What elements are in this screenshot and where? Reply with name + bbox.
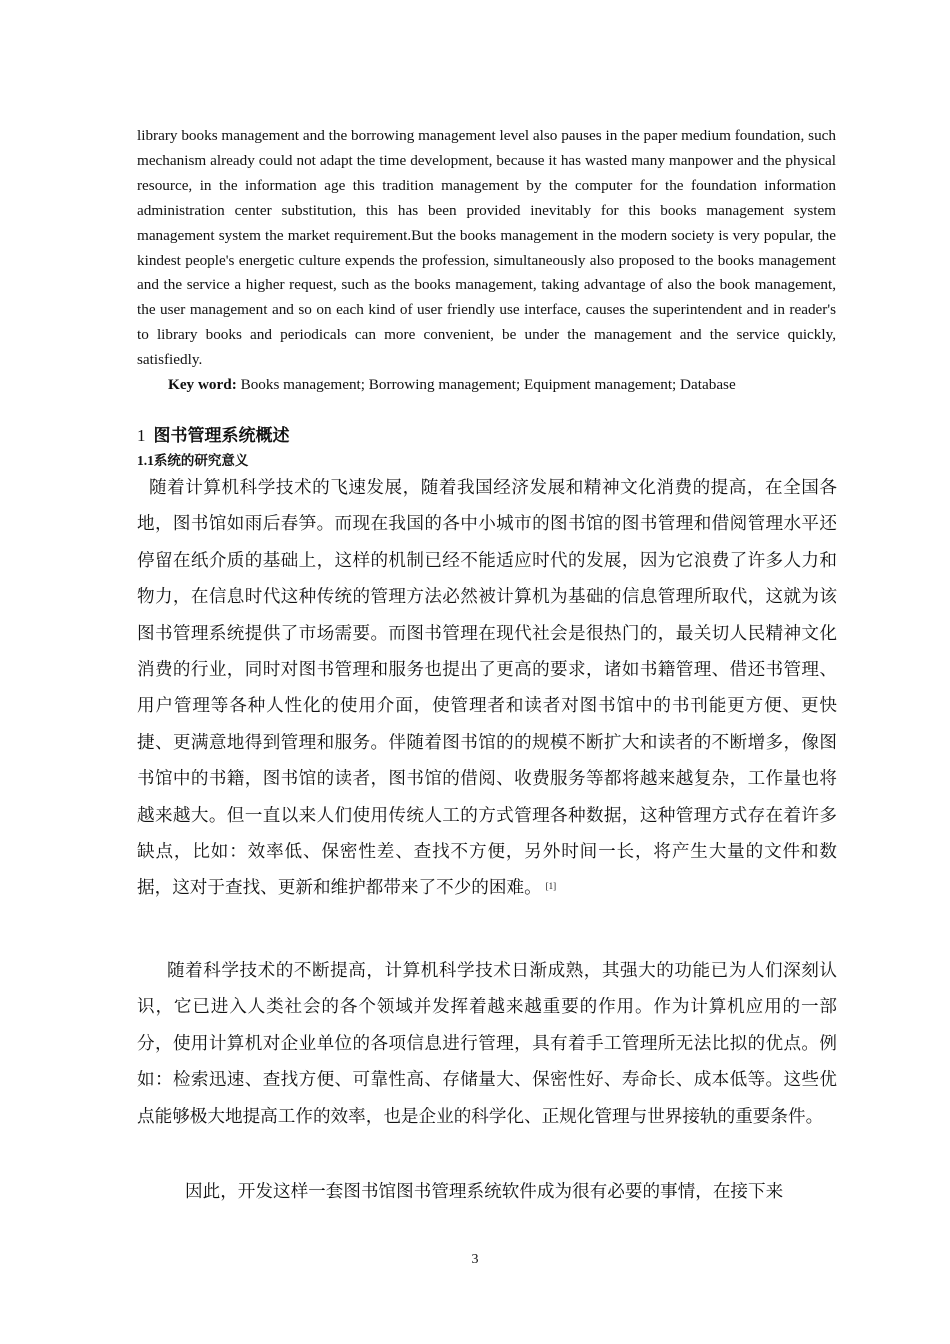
section-title: 图书管理系统概述: [153, 426, 290, 446]
keyword-line: [168, 373, 838, 397]
body-paragraph-1: [137, 470, 837, 907]
citation-reference: [1]: [545, 881, 557, 892]
body-paragraph-3: 因此，开发这样一套图书馆图书管理系统软件成为很有必要的事情，在接下来: [185, 1182, 784, 1202]
subsection-title: 系统的研究意义: [153, 453, 249, 469]
body-paragraph-1-text: 随着计算机科学技术的飞速发展，随着我国经济发展和精神文化消费的提高，在全国各地，图书馆如雨后春笋。而现在我国的各中小城市的图书馆的图书管理和借阅管理水平还停留在纸介质的基础上，这样的机制已经不能适应时代的发展，因为它浪费了许多人力和物力，在信息时代这种传统的管理方法必然被计算机为基础的信息管理所取代，这就为该图书管理系统提供了市场需要。而图书管理在现代社会是很热门的，最关切人民精神文化消费的行业，同时对图书管理和服务也提出了更高的要求，诸如书籍管理、借还书管理、用户管理等各种人性化的使用介面，使管理者和读者对图书馆中的书刊能更方便、更快捷、更满意地得到管理和服务。伴随着图书馆的的规模不断扩大和读者的不断增多，像图书馆中的书籍，图书馆的读者，图书馆的借阅、收费服务等都将越来越复杂，工作量也将越来越大。但一直以来人们使用传统人工的方式管理各种数据，这种管理方式存在着许多缺点，比如：效率低、保密性差、查找不方便，另外时间一长，将产生大量的文件和数据，这对于查找、更新和维护都带来了不少的困难。: [137, 478, 837, 899]
subsection-number: 1.1: [137, 453, 154, 468]
body-paragraph-2: 随着科学技术的不断提高，计算机科学技术日渐成熟，其强大的功能已为人们深刻认识，它已进入人类社会的各个领域并发挥着越来越重要的作用。作为计算机应用的一部分，使用计算机对企业单位的各项信息进行管理，具有着手工管理所无法比拟的优点。例如：检索迅速、查找方便、可靠性高、存储量大、保密性好、寿命长、成本低等。这些优点能够极大地提高工作的效率，也是企业的科学化、正规化管理与世界接轨的重要条件。: [137, 961, 837, 1127]
section-heading: [137, 424, 290, 448]
subsection-heading: [137, 451, 248, 471]
page-number: 3: [471, 1252, 479, 1267]
keyword-text: Books management; Borrowing management; Equipment management; Database: [236, 376, 736, 393]
abstract-english-paragraph: library books management and the borrowing management level also pauses in the paper medium foundation, such mechanism already could not adapt the time development, because it has wasted many manpower and the physical resource, in the information age this tradition management by the computer for the foundation information administration center substitution, this has been provided inevitably for this books management system management system the market requirement.But the books management in the modern society is very popular, the kindest people's energetic culture expends the profession, simultaneously also proposed to the books management and the service a higher request, such as the books management, taking advantage of also the book management, the user management and so on each kind of user friendly use interface, causes the superintendent and in reader's to library books and periodicals can more convenient, be under the management and the service quickly, satisfiedly.: [137, 127, 836, 369]
section-number: 1: [137, 426, 146, 445]
keyword-label: Key word:: [168, 376, 237, 393]
